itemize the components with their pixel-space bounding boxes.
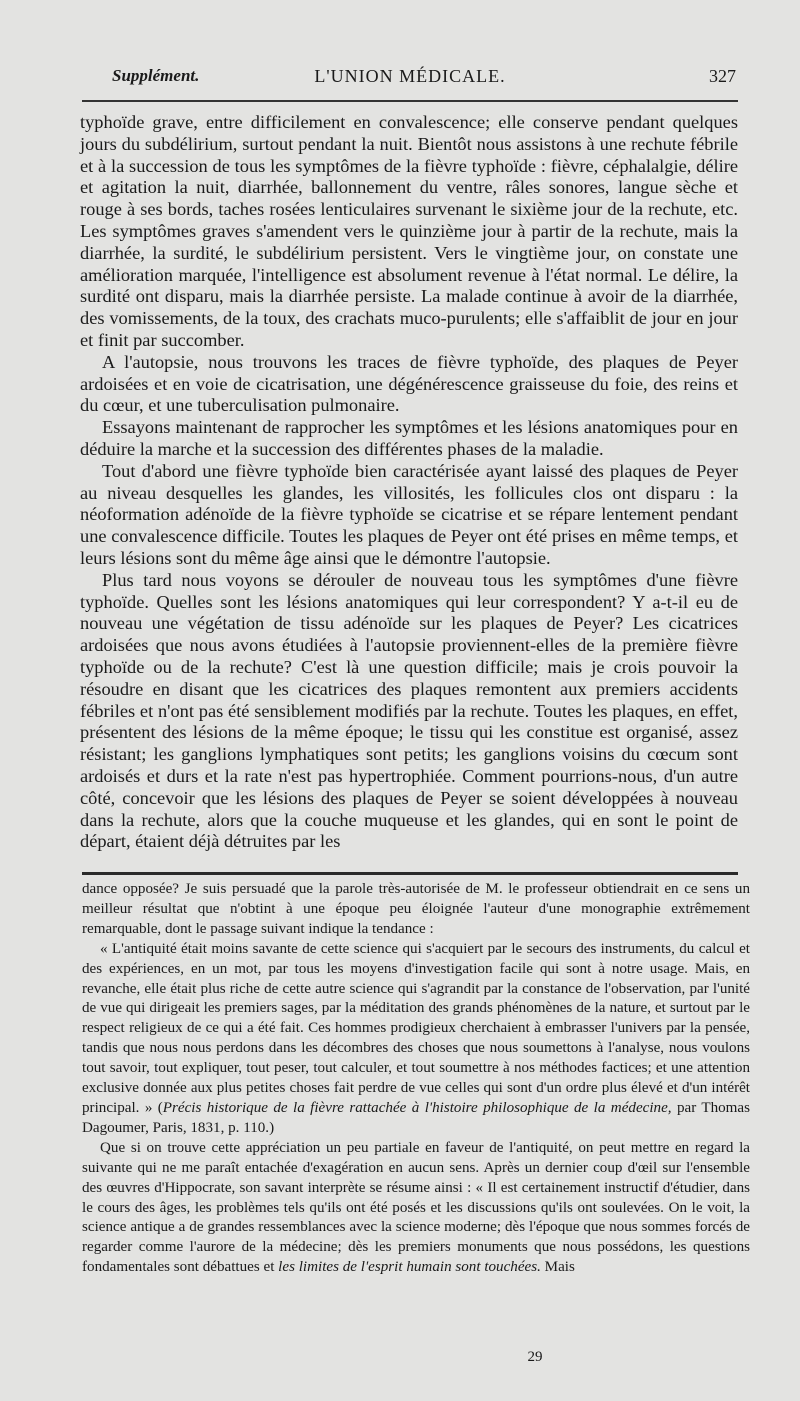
header-rule: [82, 100, 738, 102]
footnote-text: par Thomas Dagoumer, Paris, 1831, p. 110.): [82, 1099, 750, 1136]
main-text: [80, 112, 738, 853]
footnote-paragraph: dance opposée? Je suis persuadé que la parole très-autorisée de M. le professeur obtiendrait en ce sens un meilleur résultat que n'obtint à une époque peu éloignée l'auteur d'une monographie extrêmement remarquable, dont le passage suivant indique la tendance :: [82, 881, 750, 937]
footnote: [82, 880, 750, 1278]
footnote-paragraph: [82, 1139, 750, 1278]
footnote-text: « L'antiquité était moins savante de cette science qui s'acquiert par le secours des instruments, du calcul et des expériences, en un mot, par tous les moyens d'investigation facile qui sont à notre usage. Mais, en revanche, elle était plus riche de cette autre science qui s'agrandit par la constance de l'observation, par l'unité de vue qui dirigeait les premiers sages, par la méditation des grands phénomènes de la nature, et surtout par le respect religieux de ce qui a été fait. Ces hommes prodigieux cherchaient à embrasser l'univers par la pensée, tandis que nous nous perdons dans les décombres des choses que nous soumettons à l'analyse, nous voulons tout savoir, tout expliquer, tout peser, tout calculer, et tout soumettre à nos méthodes factices; et une attention exclusive donnée aux plus petites choses fait perdre de vue celles qui sont d'un ordre plus élevé et d'un intérêt principal. » (: [82, 940, 750, 1116]
footnote-paragraph: [82, 940, 750, 1139]
page-number: 327: [709, 66, 736, 86]
footnote-text: Que si on trouve cette appréciation un peu partiale en faveur de l'antiquité, on peut mettre en regard la suivante qui ne me paraît entachée d'exagération en aucun sens. Après un dernier coup d'œil sur l'ensemble des œuvres d'Hippocrate, son savant interprète se résume ainsi : « Il est certainement instructif d'étudier, dans le cours des âges, les problèmes tels qu'ils ont été posés et les discussions qu'ils ont soulevées. On le voit, la science antique a de grandes ressemblances avec la science moderne; dès l'époque que nous sommes forcés de regarder comme l'aurore de la médecine; dès les premiers monuments que nous possédons, les questions fondamentales sont débattues et: [82, 1139, 750, 1276]
paragraph: Essayons maintenant de rapprocher les symptômes et les lésions anatomiques pour en déduire la marche et la succession des différentes phases de la maladie.: [80, 417, 738, 459]
paragraph: A l'autopsie, nous trouvons les traces de fièvre typhoïde, des plaques de Peyer ardoisées et en voie de cicatrisation, une dégénérescence graisseuse du foie, des reins et du cœur, et une tuberculisation pulmonaire.: [80, 351, 738, 416]
footnote-citation: Précis historique de la fièvre rattachée à l'histoire philosophique de la médecine,: [162, 1099, 672, 1116]
footnote-text: Mais: [540, 1259, 575, 1276]
signature-mark: 29: [527, 1349, 543, 1365]
journal-title: L'UNION MÉDICALE.: [314, 66, 506, 86]
footnote-rule: [82, 872, 738, 875]
paragraph: Plus tard nous voyons se dérouler de nouveau tous les symptômes d'une fièvre typhoïde. Quelles sont les lésions anatomiques qui leur correspondent? Y a-t-il eu de nouveau une végétation de tissu adénoïde sur les plaques de Peyer? Les cicatrices ardoisées que nous avons étudiées à l'autopsie proviennent-elles de la première fièvre typhoïde ou de la rechute? C'est là une question difficile; mais je crois pouvoir la résoudre en disant que les cicatrices des plaques remontent aux premiers accidents fébriles et n'ont pas été sensiblement modifiés par la rechute. Toutes les plaques, en effet, présentent des lésions de la même époque; le tissu qui les constitue est organisé, assez résistant; les ganglions lymphatiques sont petits; les ganglions voisins du cœcum sont ardoisés et durs et la rate n'est pas hypertrophiée. Comment pourrions-nous, d'un autre côté, concevoir que les lésions des plaques de Peyer se soient développées à nouveau dans la rechute, alors que la couche muqueuse et les glandes, qui en sont le point de départ, étaient déjà détruites par les: [80, 569, 738, 852]
paragraph: Tout d'abord une fièvre typhoïde bien caractérisée ayant laissé des plaques de Peyer au niveau desquelles les glandes, les villosités, les follicules clos ont disparu : la néoformation adénoïde de la fièvre typhoïde se cicatrise et se répare lentement pendant une convalescence difficile. Toutes les plaques de Peyer ont été prises en même temps, et leurs lésions sont du même âge ainsi que le démontre l'autopsie.: [80, 460, 738, 568]
running-header: [82, 66, 738, 96]
footnote-emphasis: les limites de l'esprit humain sont touchées.: [278, 1259, 541, 1276]
paragraph: typhoïde grave, entre difficilement en convalescence; elle conserve pendant quelques jours du subdélirium, surtout pendant la nuit. Bientôt nous assistons à une rechute fébrile et à la succession de tous les symptômes de la fièvre typhoïde : fièvre, céphalalgie, délire et agitation la nuit, diarrhée, ballonnement du ventre, râles sonores, langue sèche et rouge à ses bords, taches rosées lenticulaires survenant le sixième jour de la rechute, etc. Les symptômes graves s'amendent vers le quinzième jour à partir de la rechute, mais la diarrhée, la surdité, le subdélirium persistent. Vers le vingtième jour, on constate une amélioration marquée, l'intelligence est absolument revenue à l'état normal. Le délire, la surdité ont disparu, mais la diarrhée persiste. La malade continue à avoir de la diarrhée, des vomissements, de la toux, des crachats muco-purulents; elle s'affaiblit de jour en jour et finit par succomber.: [80, 112, 738, 350]
header-section: Supplément.: [112, 66, 200, 85]
